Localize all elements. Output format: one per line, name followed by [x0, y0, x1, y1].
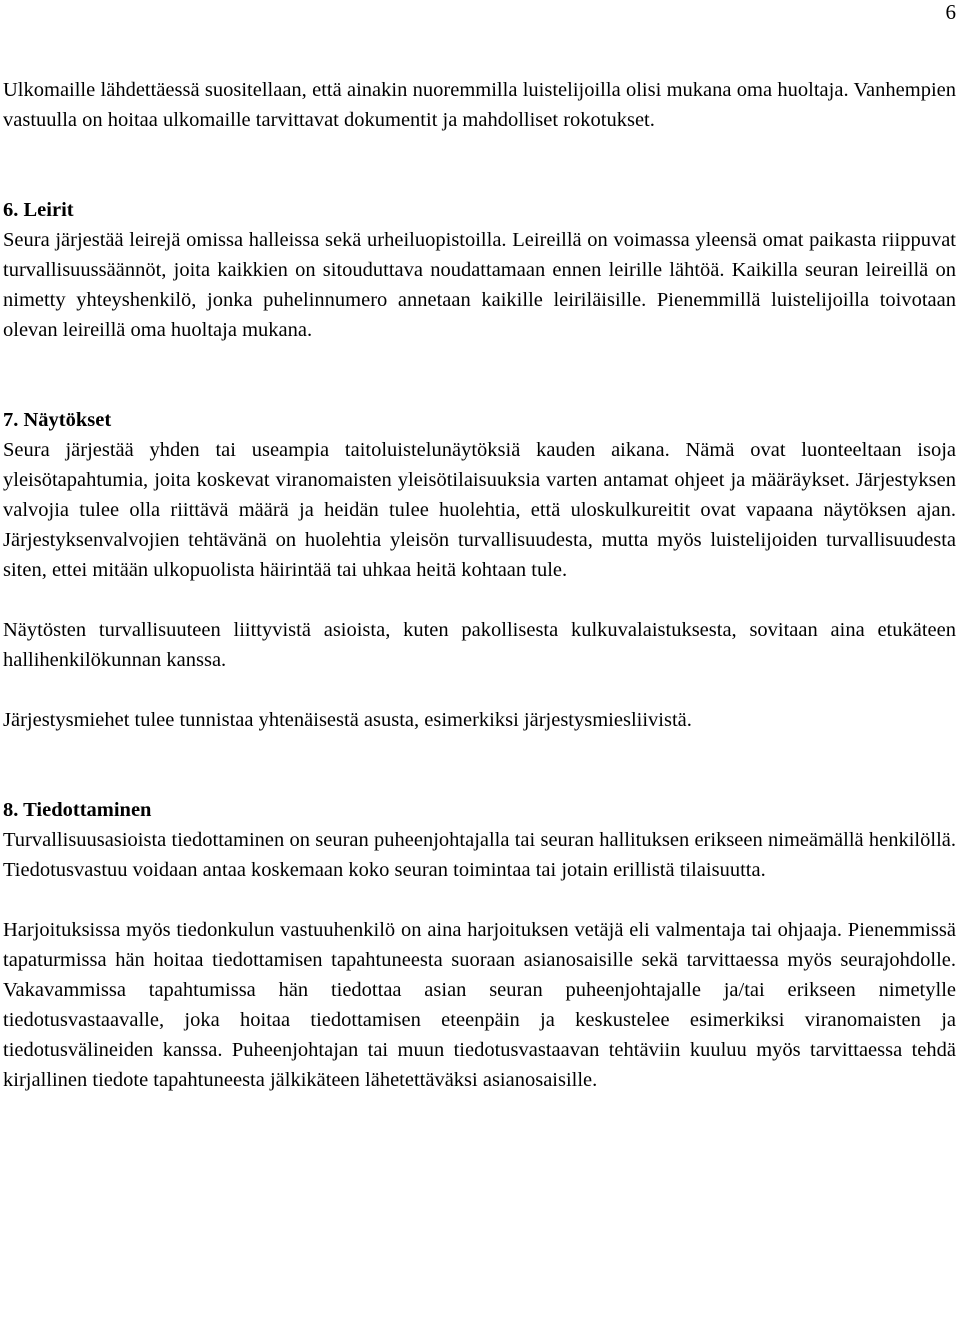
leirit-paragraph: Seura järjestää leirejä omissa halleissa sekä urheiluopistoilla. Leireillä on voimassa yleensä omat paikasta riippuvat turvallisuussäännöt, joita kaikkien on sitouduttava noudattamaan ennen leirille lähtöä. Kaikilla seuran leireillä on nimetty yhteyshenkilö, jonka puhelinnumero annetaan kaikille leiriläisille. Pienemmillä luistelijoilla toivotaan olevan leireillä oma huoltaja mukana. — [3, 229, 956, 341]
naytokset-paragraph-3: Järjestysmiehet tulee tunnistaa yhtenäisestä asusta, esimerkiksi järjestysmiesliivistä. — [3, 709, 692, 731]
section-heading-leirit: 6. Leirit — [3, 199, 74, 221]
tiedottaminen-paragraph-2: Harjoituksissa myös tiedonkulun vastuuhenkilö on aina harjoituksen vetäjä eli valmentaja tai ohjaaja. Pienemmissä tapaturmissa hän hoitaa tiedottamisen tapahtuneesta suoraan asianosaisille sekä tarvittaessa myös seurajohdolle. Vakavammissa tapahtumissa hän tiedottaa asian seuran puheenjohtajalle ja/tai erikseen nimetylle tiedotusvastaavalle, joka hoitaa tiedottamisen eteenpäin ja keskustelee esimerkiksi viranomaisten ja tiedotusvälineiden kanssa. Puheenjohtajan tai muun tiedotusvastaavan tehtäviin kuuluu myös tarvittaessa tehdä kirjallinen tiedote tapahtuneesta jälkikäteen lähetettäväksi asianosaisille. — [3, 919, 956, 1091]
section-heading-tiedottaminen: 8. Tiedottaminen — [3, 799, 152, 821]
naytokset-paragraph-1: Seura järjestää yhden tai useampia taitoluistelunäytöksiä kauden aikana. Nämä ovat luonteeltaan isoja yleisötapahtumia, joita koskevat viranomaisten yleisötilaisuuksia varten antamat ohjeet ja määräykset. Järjestyksen valvojia tulee olla riittävä määrä ja heidän tulee huolehtia, että uloskulkureitit ovat vapaana näytöksen ajan. Järjestyksenvalvojien tehtävänä on huolehtia yleisön turvallisuudesta, mutta myös luistelijoiden turvallisuudesta siten, ettei mitään ulkopuolista häirintää tai uhkaa heitä kohtaan tule. — [3, 439, 956, 581]
tiedottaminen-paragraph-1: Turvallisuusasioista tiedottaminen on seuran puheenjohtajalla tai seuran hallituksen erikseen nimeämällä henkilöllä. Tiedotusvastuu voidaan antaa koskemaan koko seuran toimintaa tai jotain erillistä tilaisuutta. — [3, 829, 956, 881]
page-number: 6 — [945, 0, 956, 24]
document-body — [3, 75, 956, 1095]
intro-paragraph: Ulkomaille lähdettäessä suositellaan, että ainakin nuoremmilla luistelijoilla olisi mukana oma huoltaja. Vanhempien vastuulla on hoitaa ulkomaille tarvittavat dokumentit ja mahdolliset rokotukset. — [3, 79, 956, 131]
naytokset-paragraph-2: Näytösten turvallisuuteen liittyvistä asioista, kuten pakollisesta kulkuvalaistuksesta, sovitaan aina etukäteen hallihenkilökunnan kanssa. — [3, 619, 956, 671]
section-naytokset — [3, 405, 956, 735]
section-leirit — [3, 195, 956, 345]
section-tiedottaminen — [3, 795, 956, 1095]
section-heading-naytokset: 7. Näytökset — [3, 409, 112, 431]
